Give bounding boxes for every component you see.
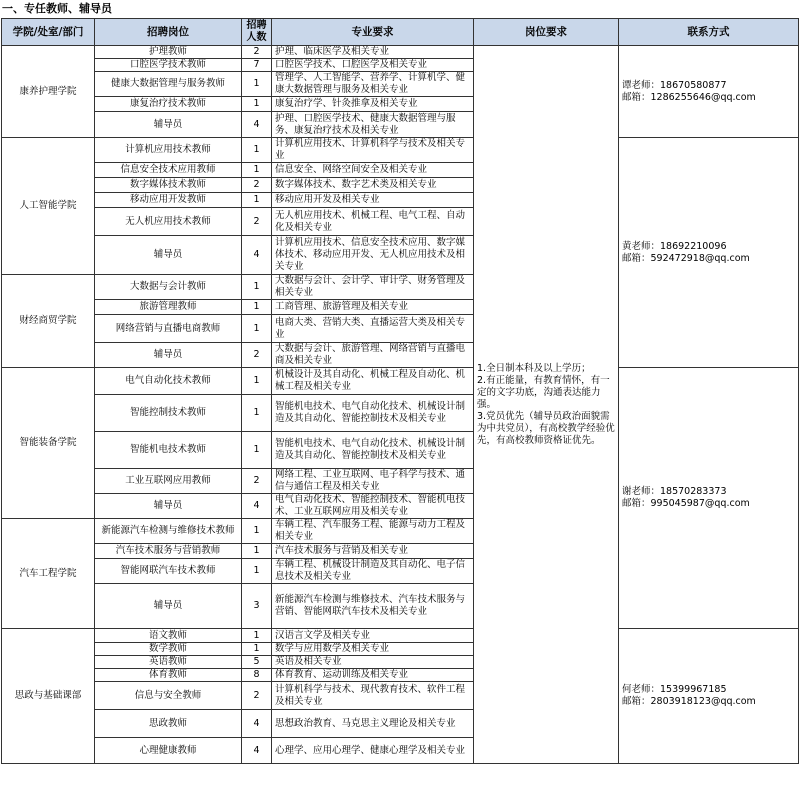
count-cell: 1 — [242, 275, 272, 300]
count-cell: 1 — [242, 163, 272, 178]
position-cell: 辅导员 — [95, 236, 242, 275]
dept-cell: 智能装备学院 — [2, 368, 95, 519]
contact-name: 谭老师：18670580877 — [622, 79, 727, 91]
major-cell: 康复治疗学、针灸推拿及相关专业 — [272, 97, 474, 112]
major-cell: 电气自动化技术、智能控制技术、智能机电技术、工业互联网应用及相关专业 — [272, 494, 474, 519]
major-cell: 网络工程、工业互联网、电子科学与技术、通信与通信工程及相关专业 — [272, 469, 474, 494]
dept-cell: 思政与基础课部 — [2, 629, 95, 764]
position-cell: 辅导员 — [95, 112, 242, 138]
header-dept: 学院/处室/部门 — [2, 19, 95, 46]
contact-cell — [619, 368, 799, 629]
header-count: 招聘人数 — [242, 19, 272, 46]
major-cell: 机械设计及其自动化、机械工程及自动化、机械工程及相关专业 — [272, 368, 474, 395]
position-cell: 新能源汽车检测与维修技术教师 — [95, 519, 242, 544]
major-cell: 新能源汽车检测与维修技术、汽车技术服务与营销、智能网联汽车技术及相关专业 — [272, 584, 474, 629]
table-row — [2, 629, 799, 643]
count-cell: 2 — [242, 682, 272, 710]
count-cell: 2 — [242, 469, 272, 494]
position-cell: 体育教师 — [95, 669, 242, 682]
position-cell: 旅游管理教师 — [95, 300, 242, 315]
count-cell: 1 — [242, 395, 272, 432]
count-cell: 1 — [242, 559, 272, 584]
position-cell: 健康大数据管理与服务教师 — [95, 72, 242, 97]
count-cell: 1 — [242, 368, 272, 395]
dept-cell: 人工智能学院 — [2, 138, 95, 275]
requirement-item: 3.党员优先（辅导员政治面貌需为中共党员），有高校教学经验优先，有高校教师资格证优先。 — [477, 410, 615, 446]
major-cell: 移动应用开发及相关专业 — [272, 193, 474, 208]
position-cell: 信息安全技术应用教师 — [95, 163, 242, 178]
contact-email: 邮箱：592472918@qq.com — [622, 252, 750, 264]
count-cell: 1 — [242, 138, 272, 163]
contact-cell — [619, 629, 799, 764]
table-body — [2, 46, 799, 764]
count-cell: 4 — [242, 738, 272, 764]
major-cell: 心理学、应用心理学、健康心理学及相关专业 — [272, 738, 474, 764]
major-cell: 计算机应用技术、计算机科学与技术及相关专业 — [272, 138, 474, 163]
count-cell: 4 — [242, 112, 272, 138]
major-cell: 汽车技术服务与营销及相关专业 — [272, 544, 474, 559]
position-cell: 智能机电技术教师 — [95, 432, 242, 469]
count-cell: 1 — [242, 72, 272, 97]
count-cell: 1 — [242, 544, 272, 559]
requirement-item: 2.有正能量，有教育情怀，有一定的文字功底，沟通表达能力强。 — [477, 374, 610, 410]
major-cell: 计算机应用技术、信息安全技术应用、数字媒体技术、移动应用开发、无人机应用技术及相关专业 — [272, 236, 474, 275]
major-cell: 数字媒体技术、数字艺术类及相关专业 — [272, 178, 474, 193]
position-cell: 智能网联汽车技术教师 — [95, 559, 242, 584]
major-cell: 大数据与会计、会计学、审计学、财务管理及相关专业 — [272, 275, 474, 300]
contact-email: 邮箱：995045987@qq.com — [622, 498, 750, 509]
position-cell: 口腔医学技术教师 — [95, 59, 242, 72]
position-cell: 英语教师 — [95, 656, 242, 669]
major-cell: 智能机电技术、电气自动化技术、机械设计制造及其自动化、智能控制技术及相关专业 — [272, 395, 474, 432]
dept-cell: 财经商贸学院 — [2, 275, 95, 368]
count-cell: 3 — [242, 584, 272, 629]
major-cell: 体育教育、运动训练及相关专业 — [272, 669, 474, 682]
major-cell: 大数据与会计、旅游管理、网络营销与直播电商及相关专业 — [272, 343, 474, 368]
position-cell: 辅导员 — [95, 494, 242, 519]
table-row — [2, 138, 799, 163]
count-cell: 4 — [242, 236, 272, 275]
count-cell: 2 — [242, 46, 272, 59]
major-cell: 汉语言文学及相关专业 — [272, 629, 474, 643]
position-cell: 辅导员 — [95, 584, 242, 629]
major-cell: 护理、口腔医学技术、健康大数据管理与服务、康复治疗技术及相关专业 — [272, 112, 474, 138]
contact-cell — [619, 138, 799, 368]
position-cell: 辅导员 — [95, 343, 242, 368]
header-major: 专业要求 — [272, 19, 474, 46]
header-requirements: 岗位要求 — [474, 19, 619, 46]
count-cell: 1 — [242, 629, 272, 643]
major-cell: 电商大类、营销大类、直播运营大类及相关专业 — [272, 315, 474, 343]
position-cell: 计算机应用技术教师 — [95, 138, 242, 163]
major-cell: 无人机应用技术、机械工程、电气工程、自动化及相关专业 — [272, 208, 474, 236]
count-cell: 1 — [242, 193, 272, 208]
requirements-cell — [474, 46, 619, 764]
position-cell: 数学教师 — [95, 643, 242, 656]
count-cell: 7 — [242, 59, 272, 72]
contact-cell — [619, 46, 799, 138]
count-cell: 4 — [242, 710, 272, 738]
count-cell: 1 — [242, 519, 272, 544]
table-row — [2, 46, 799, 59]
major-cell: 工商管理、旅游管理及相关专业 — [272, 300, 474, 315]
position-cell: 护理教师 — [95, 46, 242, 59]
count-cell: 2 — [242, 208, 272, 236]
major-cell: 口腔医学技术、口腔医学及相关专业 — [272, 59, 474, 72]
major-cell: 计算机科学与技术、现代教育技术、软件工程及相关专业 — [272, 682, 474, 710]
header-contact: 联系方式 — [619, 19, 799, 46]
position-cell: 信息与安全教师 — [95, 682, 242, 710]
dept-cell: 康养护理学院 — [2, 46, 95, 138]
count-cell: 2 — [242, 178, 272, 193]
major-cell: 数学与应用数学及相关专业 — [272, 643, 474, 656]
position-cell: 数字媒体技术教师 — [95, 178, 242, 193]
position-cell: 大数据与会计教师 — [95, 275, 242, 300]
section-title: 一、专任教师、辅导员 — [2, 2, 112, 15]
contact-email: 邮箱：1286255646@qq.com — [622, 91, 756, 103]
count-cell: 1 — [242, 300, 272, 315]
major-cell: 管理学、人工智能学、营养学、计算机学、健康大数据管理与服务及相关专业 — [272, 72, 474, 97]
major-cell: 信息安全、网络空间安全及相关专业 — [272, 163, 474, 178]
requirement-item: 1.全日制本科及以上学历； — [477, 362, 591, 374]
count-cell: 1 — [242, 97, 272, 112]
table-row — [2, 368, 799, 395]
position-cell: 心理健康教师 — [95, 738, 242, 764]
position-cell: 语文教师 — [95, 629, 242, 643]
position-cell: 网络营销与直播电商教师 — [95, 315, 242, 343]
contact-name: 何老师：15399967185 — [622, 684, 727, 695]
contact-name: 谢老师：18570283373 — [622, 486, 727, 497]
count-cell: 1 — [242, 643, 272, 656]
dept-cell: 汽车工程学院 — [2, 519, 95, 629]
recruitment-table — [1, 18, 799, 764]
position-cell: 工业互联网应用教师 — [95, 469, 242, 494]
position-cell: 智能控制技术教师 — [95, 395, 242, 432]
major-cell: 车辆工程、机械设计制造及其自动化、电子信息技术及相关专业 — [272, 559, 474, 584]
contact-name: 黄老师：18692210096 — [622, 240, 727, 252]
position-cell: 电气自动化技术教师 — [95, 368, 242, 395]
major-cell: 智能机电技术、电气自动化技术、机械设计制造及其自动化、智能控制技术及相关专业 — [272, 432, 474, 469]
major-cell: 车辆工程、汽车服务工程、能源与动力工程及相关专业 — [272, 519, 474, 544]
count-cell: 1 — [242, 432, 272, 469]
count-cell: 2 — [242, 343, 272, 368]
major-cell: 思想政治教育、马克思主义理论及相关专业 — [272, 710, 474, 738]
count-cell: 1 — [242, 315, 272, 343]
count-cell: 8 — [242, 669, 272, 682]
header-position: 招聘岗位 — [95, 19, 242, 46]
table-header-row — [2, 19, 799, 46]
count-cell: 5 — [242, 656, 272, 669]
position-cell: 思政教师 — [95, 710, 242, 738]
position-cell: 汽车技术服务与营销教师 — [95, 544, 242, 559]
position-cell: 康复治疗技术教师 — [95, 97, 242, 112]
major-cell: 护理、临床医学及相关专业 — [272, 46, 474, 59]
major-cell: 英语及相关专业 — [272, 656, 474, 669]
position-cell: 移动应用开发教师 — [95, 193, 242, 208]
count-cell: 4 — [242, 494, 272, 519]
position-cell: 无人机应用技术教师 — [95, 208, 242, 236]
contact-email: 邮箱：2803918123@qq.com — [622, 696, 756, 707]
